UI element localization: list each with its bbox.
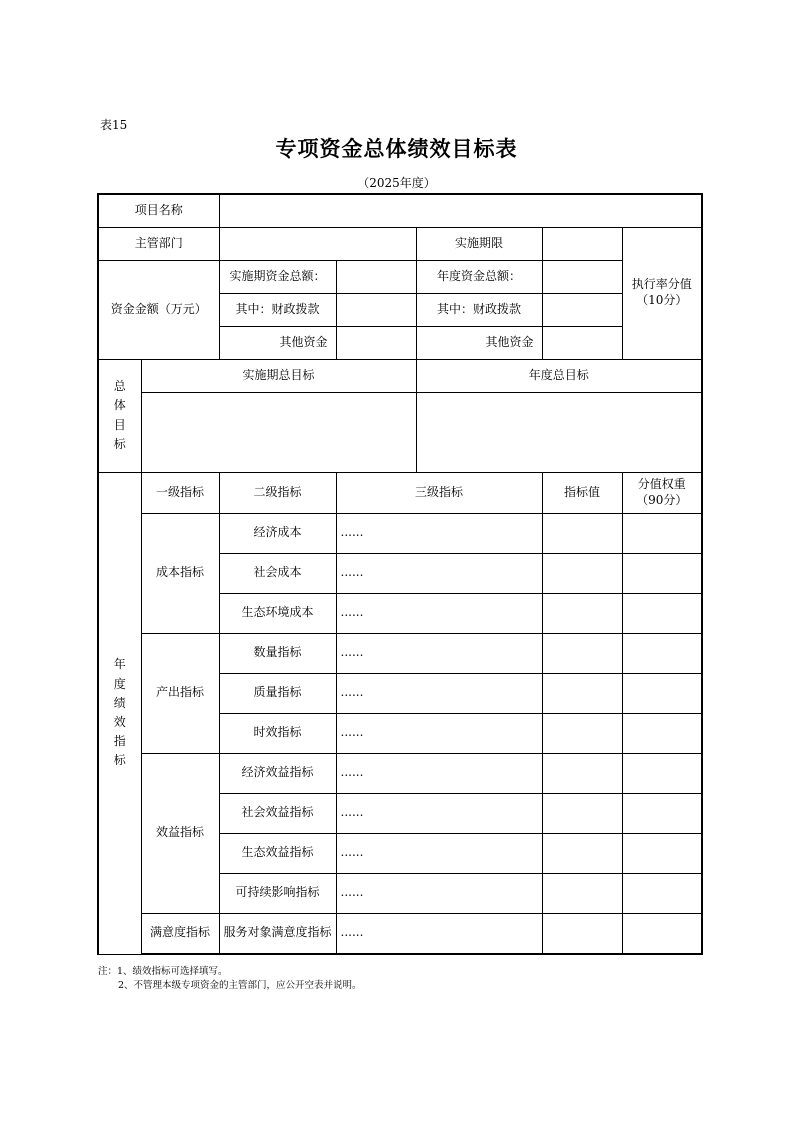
total-fund-period-field[interactable]	[336, 260, 416, 293]
indicator-sustainable-impact: 可持续影响指标	[219, 873, 336, 913]
other-funds-annual-field[interactable]	[542, 326, 622, 359]
indicator-social-cost: 社会成本	[219, 553, 336, 593]
weight-field[interactable]	[622, 753, 702, 793]
department-field[interactable]	[219, 227, 416, 260]
indicator-quality: 质量指标	[219, 673, 336, 713]
fund-amount-label: 资金金额（万元）	[98, 260, 219, 359]
indicator-value-field[interactable]	[542, 793, 622, 833]
level3-field[interactable]: ......	[336, 793, 542, 833]
note-2: 2、不管理本级专项资金的主管部门，应公开空表并说明。	[118, 980, 362, 991]
weight-field[interactable]	[622, 873, 702, 913]
page-title: 专项资金总体绩效目标表	[275, 136, 518, 161]
weight-field[interactable]	[622, 673, 702, 713]
weight-field[interactable]	[622, 513, 702, 553]
fiscal-allocation-annual-label: 其中：财政拨款	[416, 293, 542, 326]
group-output: 产出指标	[141, 633, 219, 753]
weight-field[interactable]	[622, 833, 702, 873]
weight-field[interactable]	[622, 553, 702, 593]
overall-goal-label: 总体目标	[98, 359, 141, 472]
header-level1: 一级指标	[141, 472, 219, 513]
group-satisfaction: 满意度指标	[141, 913, 219, 954]
annual-fund-total-label: 年度资金总额：	[416, 260, 542, 293]
total-fund-period-label: 实施期资金总额：	[219, 260, 336, 293]
department-label: 主管部门	[98, 227, 219, 260]
indicator-value-field[interactable]	[542, 633, 622, 673]
indicator-value-field[interactable]	[542, 593, 622, 633]
indicator-value-field[interactable]	[542, 673, 622, 713]
header-value: 指标值	[542, 472, 622, 513]
level3-field[interactable]: ......	[336, 873, 542, 913]
fiscal-allocation-field[interactable]	[336, 293, 416, 326]
header-weight: 分值权重（90分）	[622, 472, 702, 513]
weight-field[interactable]	[622, 793, 702, 833]
weight-field[interactable]	[622, 633, 702, 673]
footnotes	[98, 965, 362, 993]
period-label: 实施期限	[416, 227, 542, 260]
note-1: 注：1、绩效指标可选择填写。	[98, 966, 228, 977]
group-benefit: 效益指标	[141, 753, 219, 913]
annual-goal-field[interactable]	[416, 392, 702, 472]
level3-field[interactable]: ......	[336, 753, 542, 793]
indicator-value-field[interactable]	[542, 913, 622, 954]
period-goal-field[interactable]	[141, 392, 416, 472]
indicator-service-satisfaction: 服务对象满意度指标	[219, 913, 336, 954]
other-funds-label: 其他资金	[219, 326, 336, 359]
fiscal-allocation-label: 其中：财政拨款	[219, 293, 336, 326]
header-level2: 二级指标	[219, 472, 336, 513]
level3-field[interactable]: ......	[336, 553, 542, 593]
weight-field[interactable]	[622, 913, 702, 954]
indicator-value-field[interactable]	[542, 553, 622, 593]
indicator-quantity: 数量指标	[219, 633, 336, 673]
indicator-value-field[interactable]	[542, 713, 622, 753]
level3-field[interactable]: ......	[336, 713, 542, 753]
weight-field[interactable]	[622, 593, 702, 633]
other-funds-annual-label: 其他资金	[416, 326, 542, 359]
year-label: （2025年度）	[357, 176, 436, 190]
indicator-value-field[interactable]	[542, 833, 622, 873]
level3-field[interactable]: ......	[336, 593, 542, 633]
indicator-economic-cost: 经济成本	[219, 513, 336, 553]
level3-field[interactable]: ......	[336, 633, 542, 673]
indicator-economic-benefit: 经济效益指标	[219, 753, 336, 793]
annual-fund-total-field[interactable]	[542, 260, 622, 293]
fiscal-allocation-annual-field[interactable]	[542, 293, 622, 326]
level3-field[interactable]: ......	[336, 673, 542, 713]
annual-indicators-label: 年度绩效指标	[98, 472, 141, 954]
table-number: 表15	[100, 118, 128, 132]
performance-target-table	[97, 193, 703, 955]
indicator-social-benefit: 社会效益指标	[219, 793, 336, 833]
period-goal-header: 实施期总目标	[141, 359, 416, 392]
group-cost: 成本指标	[141, 513, 219, 633]
other-funds-field[interactable]	[336, 326, 416, 359]
project-name-label: 项目名称	[98, 194, 219, 227]
annual-goal-header: 年度总目标	[416, 359, 702, 392]
level3-field[interactable]: ......	[336, 833, 542, 873]
indicator-value-field[interactable]	[542, 753, 622, 793]
period-field[interactable]	[542, 227, 622, 260]
indicator-timeliness: 时效指标	[219, 713, 336, 753]
level3-field[interactable]: ......	[336, 513, 542, 553]
indicator-ecological-benefit: 生态效益指标	[219, 833, 336, 873]
level3-field[interactable]: ......	[336, 913, 542, 954]
indicator-value-field[interactable]	[542, 513, 622, 553]
header-level3: 三级指标	[336, 472, 542, 513]
indicator-value-field[interactable]	[542, 873, 622, 913]
execution-rate-label: 执行率分值（10分）	[622, 227, 702, 359]
weight-field[interactable]	[622, 713, 702, 753]
project-name-field[interactable]	[219, 194, 702, 227]
indicator-eco-env-cost: 生态环境成本	[219, 593, 336, 633]
